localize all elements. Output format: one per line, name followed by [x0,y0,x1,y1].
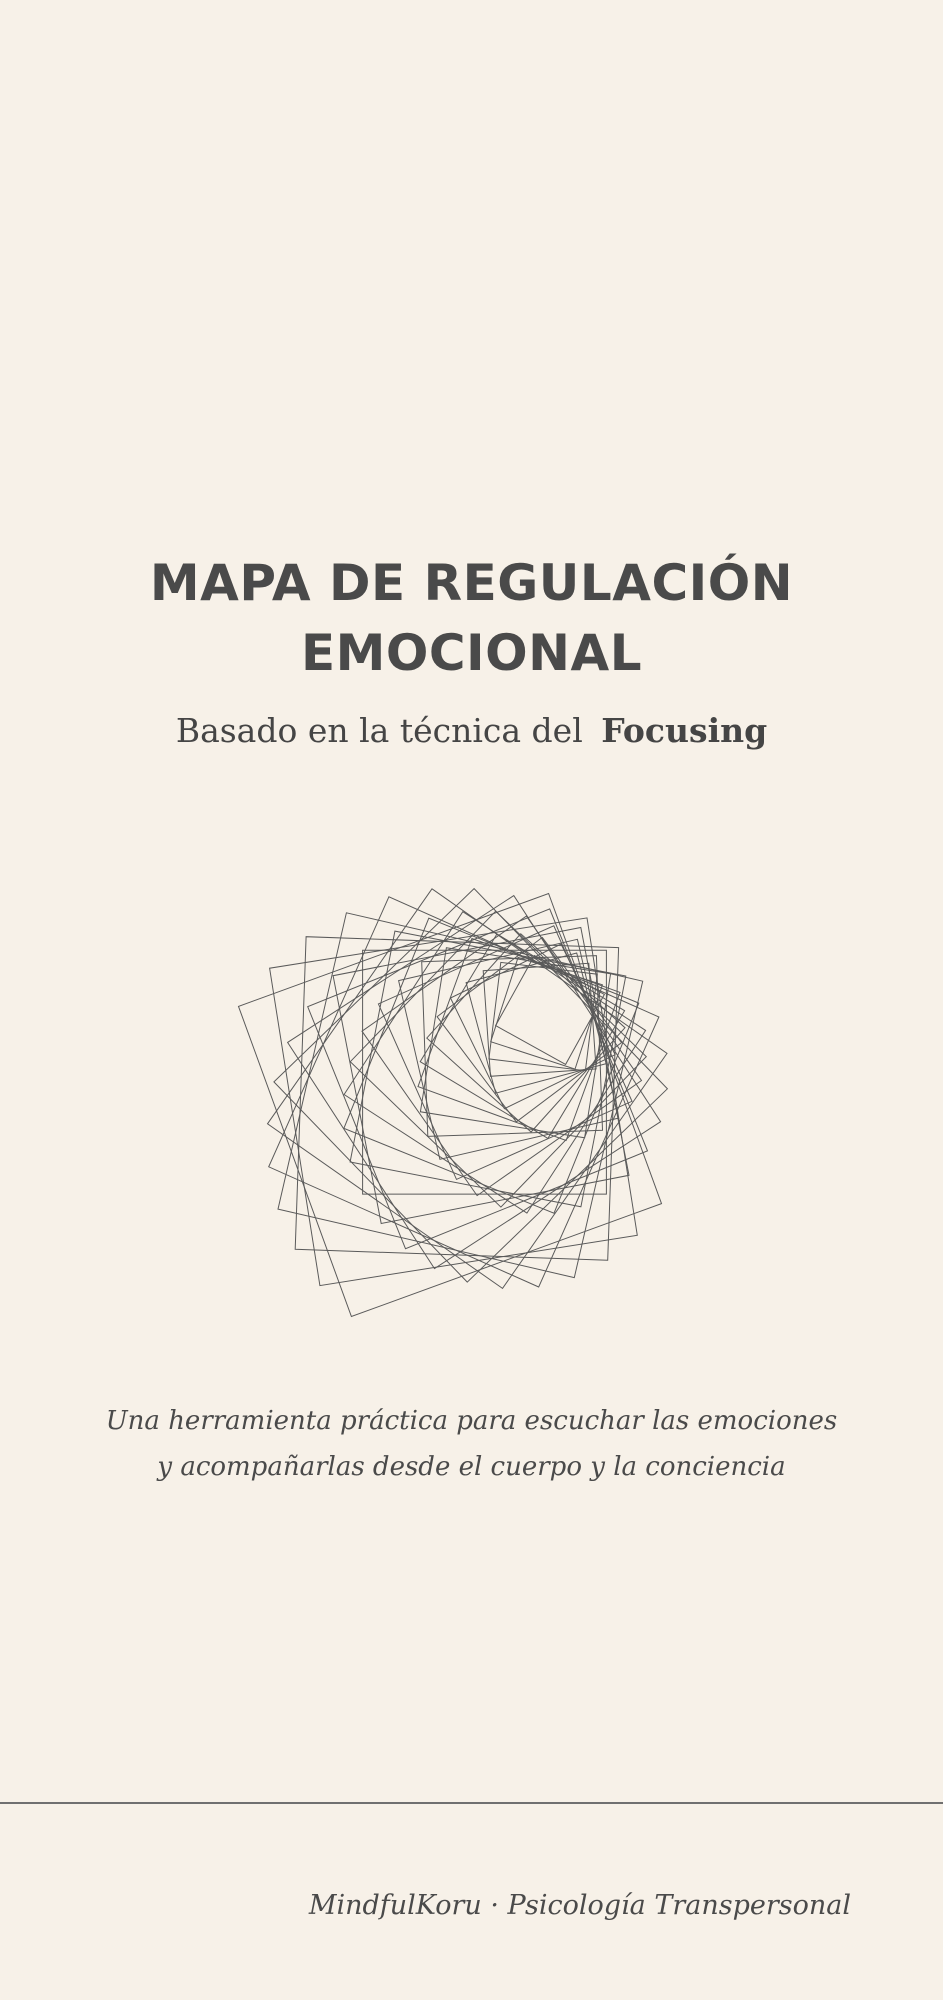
subtitle [0,708,943,754]
spiral-square [269,897,659,1287]
footer-credit: MindfulKoru · Psicología Transpersonal [308,1890,851,1921]
tagline [0,1398,943,1490]
tagline-line-2: y acompañarlas desde el cuerpo y la conciencia [157,1452,786,1482]
tagline-line-1: Una herramienta práctica para escuchar las emociones [105,1406,838,1436]
spiral-square [420,948,610,1138]
subtitle-emphasis: Focusing [601,711,768,750]
spiral-square [268,889,668,1289]
subtitle-prefix: Basado en la técnica del [175,711,583,750]
spiral-square [427,934,625,1132]
document-title [0,548,943,688]
spiral-squares-icon [220,840,780,1320]
footer-divider [0,1802,943,1804]
title-line-1: MAPA DE REGULACIÓN [149,554,794,612]
title-line-2: EMOCIONAL [300,624,643,682]
